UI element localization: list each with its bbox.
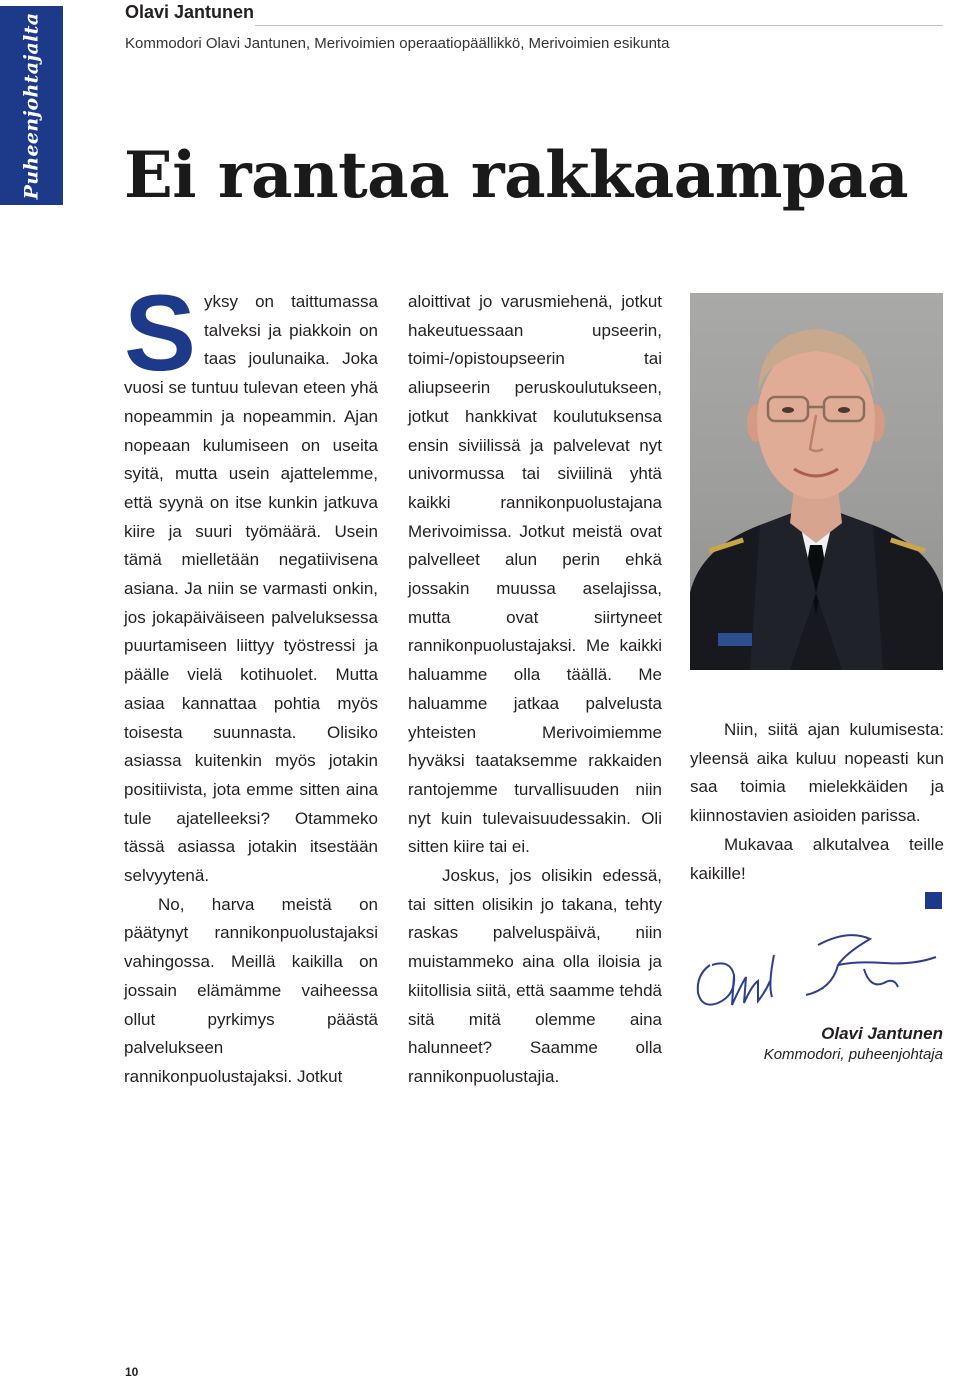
- section-tab: [0, 6, 63, 205]
- author-portrait-photo: [690, 293, 943, 670]
- paragraph: Niin, siitä ajan kulumisesta: yleensä aika kuluu nopeasti kun saa toimia mielekkäiden ja kiinnostavien asioiden parissa.: [690, 720, 944, 826]
- header-author-title: Kommodori Olavi Jantunen, Merivoimien operaatiopäällikkö, Merivoimien esikunta: [125, 35, 670, 52]
- article-column-2: [408, 288, 662, 1092]
- article-column-1: [124, 272, 378, 1092]
- page-number: 10: [125, 1365, 139, 1379]
- paragraph: Mukavaa alkutalvea teille kaikille!: [690, 834, 944, 883]
- paragraph: Joskus, jos olisikin edessä, tai sitten olisikin jo takana, tehty raskas palveluspäivä, niin muistammeko aina olla iloisia ja kiitollisia siitä, että saamme tehdä sitä mitä olemme aina halunneet? Saamme olla rannikonpuolustajia.: [408, 866, 662, 1086]
- signature-role: Kommodori, puheenjohtaja: [763, 1046, 943, 1063]
- paragraph: No, harva meistä on päätynyt rannikonpuolustajaksi vahingossa. Meillä kaikilla on jossain elämämme vaiheessa ollut pyrkimys päästä palvelukseen rannikonpuolustajaksi. Jotkut: [124, 894, 378, 1086]
- handwritten-signature: [688, 925, 948, 1025]
- header-rule: [255, 25, 943, 26]
- article-headline: Ei rantaa rakkaampaa: [124, 138, 909, 213]
- drop-cap: S: [124, 272, 197, 393]
- paragraph: aloittivat jo varusmiehenä, jotkut hakeutuessaan upseerin, toimi-/opistoupseerin tai aliupseerin peruskoulutukseen, jotkut hankkivat koulutuksensa ensin siviilissä ja palvelevat nyt univormussa tai siviilinä yhtä kaikki rannikonpuolustajana Merivoimissa. Jotkut meistä ovat palvelleet alun perin ehkä jossakin muussa aselajissa, mutta ovat siirtyneet rannikonpuolustajaksi. Me kaikki haluamme olla täällä. Me haluamme jatkaa palvelusta yhteisten Merivoimiemme hyväksi taataksemme rakkaiden rantojemme turvallisuuden niin nyt kuin tulevaisuudessakin. Oli sitten kiire tai ei.: [408, 292, 662, 857]
- header-author-name: Olavi Jantunen: [125, 2, 255, 22]
- section-tab-label: Puheenjohtajalta: [20, 12, 43, 199]
- article-end-square-icon: [925, 892, 942, 909]
- signature-name: Olavi Jantunen: [821, 1024, 943, 1043]
- paragraph: yksy on taittumassa talveksi ja piakkoin on taas joulunaika. Joka vuosi se tuntuu tulevan eteen yhä nopeammin ja nopeammin. Ajan nopeaan kulumiseen on useita syitä, mutta usein ajattelemme, että syynä on itse kunkin jatkuva kiire ja suuri työmäärä. Usein tämä mielletään negatiivisena asiana. Ja niin se varmasti onkin, jos jokapäiväiseen palveluksessa puurtamiseen liittyy työstressi ja päälle vielä kotihuolet. Mutta asiaa kannattaa pohtia myös toisesta suunnasta. Olisiko asiassa kuitenkin myös jotakin positiivista, jota emme sitten aina tule ajatelleeksi? Otammeko tässä asiassa jotakin itsestään selvyytenä.: [124, 292, 378, 886]
- portrait-illustration: [690, 293, 943, 670]
- article-column-3: [690, 716, 944, 888]
